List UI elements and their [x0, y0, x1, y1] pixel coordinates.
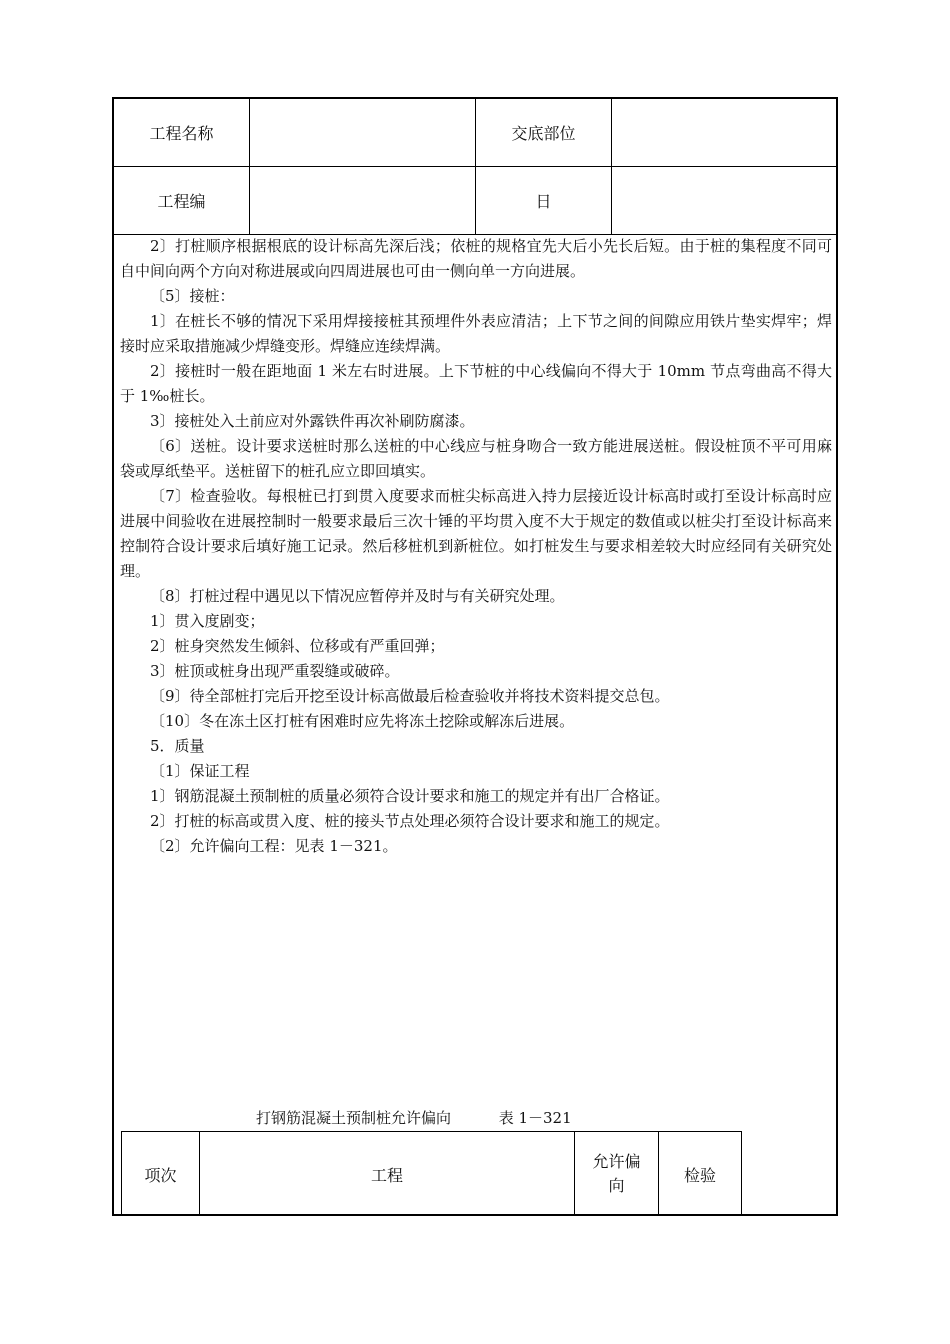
col-inspection: 检验	[683, 1165, 716, 1185]
date-label: 日	[476, 167, 612, 234]
date-value	[612, 167, 838, 234]
project-name-value	[250, 99, 476, 166]
header-row-2	[114, 167, 836, 235]
project-name-label: 工程名称	[114, 99, 250, 166]
paragraph: 〔2〕允许偏向工程：见表 1－321。	[150, 837, 398, 855]
paragraph: 2〕桩身突然发生倾斜、位移或有严重回弹；	[150, 637, 445, 655]
paragraph: 2〕打桩的标高或贯入度、桩的接头节点处理必须符合设计要求和施工的规定。	[150, 812, 670, 830]
paragraph: 〔7〕检查验收。每根桩已打到贯入度要求而桩尖标高进入持力层接近设计标高时或打至设计标高时应进展中间验收在进展控制时一般要求最后三次十锤的平均贯入度不大于规定的数值或以桩尖打至设计标高来控制符合设计要求后填好施工记录。然后移桩机到新桩位。如打桩发生与要求相差较大时应经同有关研究处理。	[120, 487, 832, 580]
table-caption-number: 表 1－321	[498, 1109, 572, 1127]
paragraph: 3〕桩顶或桩身出现严重裂缝或破碎。	[150, 662, 400, 680]
project-no-value	[250, 167, 476, 234]
paragraph: 〔5〕接桩：	[150, 287, 235, 305]
paragraph: 2〕打桩顺序根据根底的设计标高先深后浅；依桩的规格宜先大后小先长后短。由于桩的集程度不同可自中间向两个方向对称进展或向四周进展也可由一侧向单一方向进展。	[120, 237, 832, 280]
col-item-no: 项次	[122, 1132, 200, 1216]
paragraph: 1〕贯入度剧变；	[150, 612, 265, 630]
project-no-label: 工程编	[114, 167, 250, 234]
paragraph: 〔8〕打桩过程中遇见以下情况应暂停并及时与有关研究处理。	[150, 587, 565, 605]
paragraph: 5．质量	[150, 737, 205, 755]
paragraph: 2〕接桩时一般在距地面 1 米左右时进展。上下节桩的中心线偏向不得大于 10mm 节点弯曲高不得大于 1‰桩长。	[120, 362, 832, 405]
disclosure-content	[120, 234, 832, 859]
col-tolerance: 允许偏向	[575, 1132, 659, 1216]
paragraph: 1〕在桩长不够的情况下采用焊接接桩其预埋件外表应清洁；上下节之间的间隙应用铁片垫实焊牢；焊接时应采取措施减少焊缝变形。焊缝应连续焊满。	[120, 312, 832, 355]
paragraph: 〔1〕保证工程	[150, 762, 250, 780]
paragraph: 〔9〕待全部桩打完后开挖至设计标高做最后检查验收并将技术资料提交总包。	[150, 687, 670, 705]
paragraph: 〔10〕冬在冻土区打桩有困难时应先将冻土挖除或解冻后进展。	[150, 712, 575, 730]
table-caption-title: 打钢筋混凝土预制桩允许偏向	[256, 1109, 452, 1127]
disclosure-part-label: 交底部位	[476, 99, 612, 166]
paragraph: 1〕钢筋混凝土预制桩的质量必须符合设计要求和施工的规定并有出厂合格证。	[150, 787, 670, 805]
paragraph: 〔6〕送桩。设计要求送桩时那么送桩的中心线应与桩身吻合一致方能进展送桩。假设桩顶不平可用麻袋或厚纸垫平。送桩留下的桩孔应立即回填实。	[120, 437, 832, 480]
header-row-1	[114, 99, 836, 167]
disclosure-part-value	[612, 99, 838, 166]
table-caption	[256, 1108, 572, 1128]
tolerance-table-header	[121, 1131, 742, 1216]
col-item: 工程	[200, 1132, 575, 1216]
paragraph: 3〕接桩处入土前应对外露铁件再次补刷防腐漆。	[150, 412, 475, 430]
